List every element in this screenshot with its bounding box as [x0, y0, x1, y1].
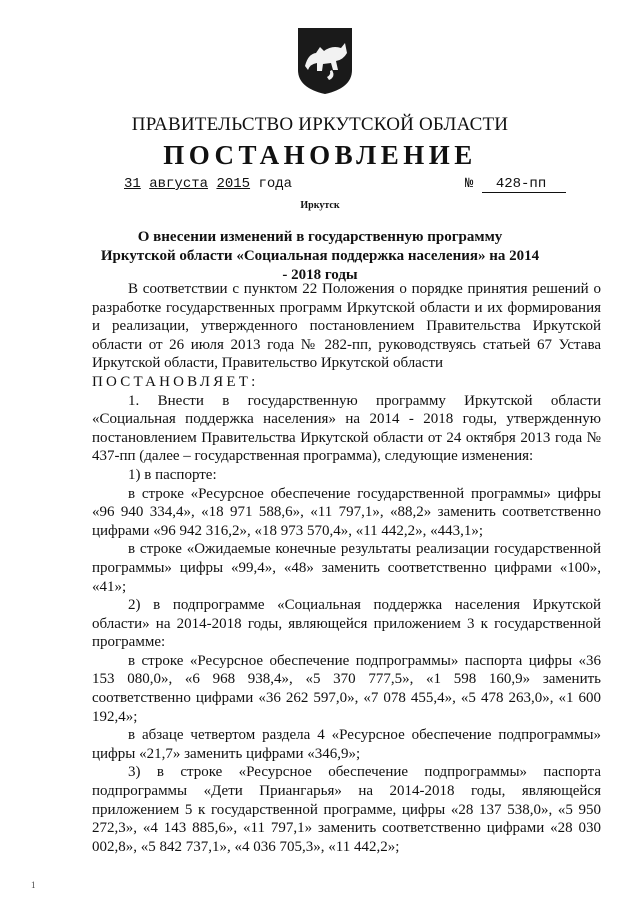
body-paragraph: 1) в паспорте: [128, 466, 217, 483]
number-value: 428-пп [482, 176, 566, 193]
document-body [92, 280, 601, 856]
body-paragraph: 2) в подпрограмме «Социальная поддержка населения Иркутской области» на 2014-2018 годы, являющейся приложением 3 к государственной программе: [92, 597, 601, 651]
date-month: августа [149, 176, 209, 192]
body-paragraph: в абзаце четвертом раздела 4 «Ресурсное обеспечение подпрограммы» цифры «21,7» заменить цифрами «346,9»; [92, 727, 601, 762]
body-paragraph: в строке «Ресурсное обеспечение государственной программы» цифры «96 940 334,4», «18 971 588,6», «11 797,1», «88,2» заменить соответственно цифрами «96 942 316,2», «18 973 570,4», «11 442,2», «443,1»; [92, 485, 601, 539]
coat-of-arms-icon [296, 26, 354, 96]
number-sign: № [465, 176, 474, 192]
body-paragraph: 1. Внести в государственную программу Иркутской области «Социальная поддержка населения» на 2014 - 2018 годы, утвержденную постановлением Правительства Иркутской области от 24 октября 2013 года № 437-пп (далее – государственная программа), следующие изменения: [92, 392, 601, 465]
preamble-paragraph: В соответствии с пунктом 22 Положения о порядке принятия решений о разработке государственных программ Иркутской области и их формирования и реализации, утвержденного постановлением Правительства Иркутской области от 26 июля 2013 года № 282-пп, руководствуясь статьей 67 Устава Иркутской области, Правительство Иркутской области [92, 281, 601, 372]
date-suffix: года [258, 176, 293, 192]
document-title: О внесении изменений в государственную программу Иркутской области «Социальная поддержка населения» на 2014 - 2018 годы [100, 229, 540, 283]
city-name: Иркутск [300, 200, 340, 211]
page-mark: 1 [31, 880, 36, 890]
government-name: ПРАВИТЕЛЬСТВО ИРКУТСКОЙ ОБЛАСТИ [131, 114, 509, 135]
document-type: ПОСТАНОВЛЕНИЕ [163, 140, 477, 170]
body-paragraph: 3) в строке «Ресурсное обеспечение подпрограммы» паспорта подпрограммы «Дети Приангарья» на 2014-2018 годы, являющейся приложением 5 к государственной программе, цифры «28 137 538,0», «5 950 272,3», «4 143 885,6», «11 797,1» заменить соответственно цифрами «28 030 002,8», «5 842 737,1», «4 036 705,3», «11 442,2»; [92, 764, 601, 855]
document-number [465, 176, 575, 193]
body-paragraph: в строке «Ресурсное обеспечение подпрограммы» паспорта цифры «36 153 080,0», «6 968 938,4», «5 370 777,5», «1 598 160,9» заменить соответственно цифрами «36 262 597,0», «7 078 455,4», «5 478 263,0», «1 600 192,4»; [92, 652, 601, 725]
document-date [124, 176, 292, 192]
body-paragraph: в строке «Ожидаемые конечные результаты реализации государственной программы» цифры «99,4», «48» заменить соответственно цифрами «100», «41»; [92, 541, 601, 595]
decides-heading: ПОСТАНОВЛЯЕТ: [92, 373, 259, 390]
date-year: 2015 [216, 176, 251, 192]
date-day: 31 [124, 176, 141, 192]
